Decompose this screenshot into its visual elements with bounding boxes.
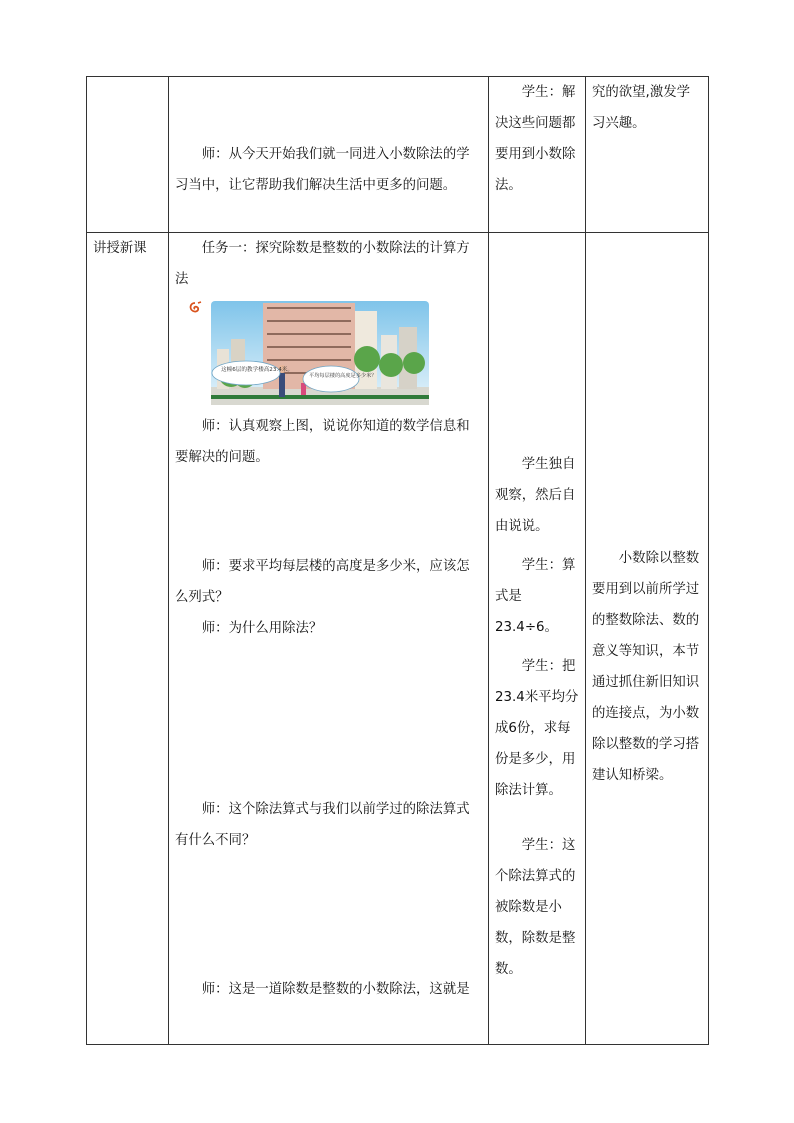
teacher-line: 师：这是一道除数是整数的小数除法，这就是 — [201, 982, 470, 997]
student-line: 学生：这个除法算式的被除数是小数，除数是整数。 — [495, 838, 576, 977]
teacher-line: 师：要求平均每层楼的高度是多少米，应该怎么列式？ — [175, 559, 470, 605]
teacher-line: 师：从今天开始我们就一同进入小数除法的学习当中，让它帮助我们解决生活中更多的问题。 — [175, 147, 470, 193]
student-cell — [489, 233, 586, 1045]
lesson-plan-table — [86, 76, 709, 1045]
section-label: 讲授新课 — [93, 241, 147, 256]
section-cell-empty — [87, 77, 169, 233]
bubble-left-text: 这幢6层的教学楼高23.4米。 — [221, 367, 293, 373]
student-line: 学生：把23.4米平均分成6份，求每份是多少，用除法计算。 — [495, 659, 579, 798]
table-row — [87, 233, 709, 1045]
teacher-cell — [169, 233, 489, 1045]
student-line: 学生：解决这些问题都要用到小数除法。 — [495, 85, 576, 193]
teacher-line: 师：这个除法算式与我们以前学过的除法算式有什么不同？ — [175, 802, 470, 848]
table-row — [87, 77, 709, 233]
teacher-line: 师：认真观察上图，说说你知道的数学信息和要解决的问题。 — [175, 419, 470, 465]
section-cell — [87, 233, 169, 1045]
design-text: 究的欲望,激发学习兴趣。 — [592, 85, 690, 131]
student-line: 学生独自观察，然后自由说说。 — [495, 457, 576, 534]
swirl-logo-icon — [187, 301, 203, 317]
student-cell — [489, 77, 586, 233]
bubble-right-text: 平均每层楼的高度是多少米？ — [309, 373, 377, 379]
design-cell — [586, 77, 709, 233]
design-text: 小数除以整数要用到以前所学过的整数除法、数的意义等知识，本节通过抓住新旧知识的连接点，为小数除以整数的学习搭建认知桥梁。 — [592, 551, 700, 783]
teacher-cell — [169, 77, 489, 233]
task-heading: 任务一：探究除数是整数的小数除法的计算方法 — [175, 241, 470, 287]
building-illustration — [211, 301, 429, 405]
teacher-line: 师：为什么用除法？ — [201, 621, 323, 636]
design-cell — [586, 233, 709, 1045]
student-line: 学生：算式是23.4÷6。 — [495, 558, 576, 635]
illustration-scene — [211, 301, 429, 405]
